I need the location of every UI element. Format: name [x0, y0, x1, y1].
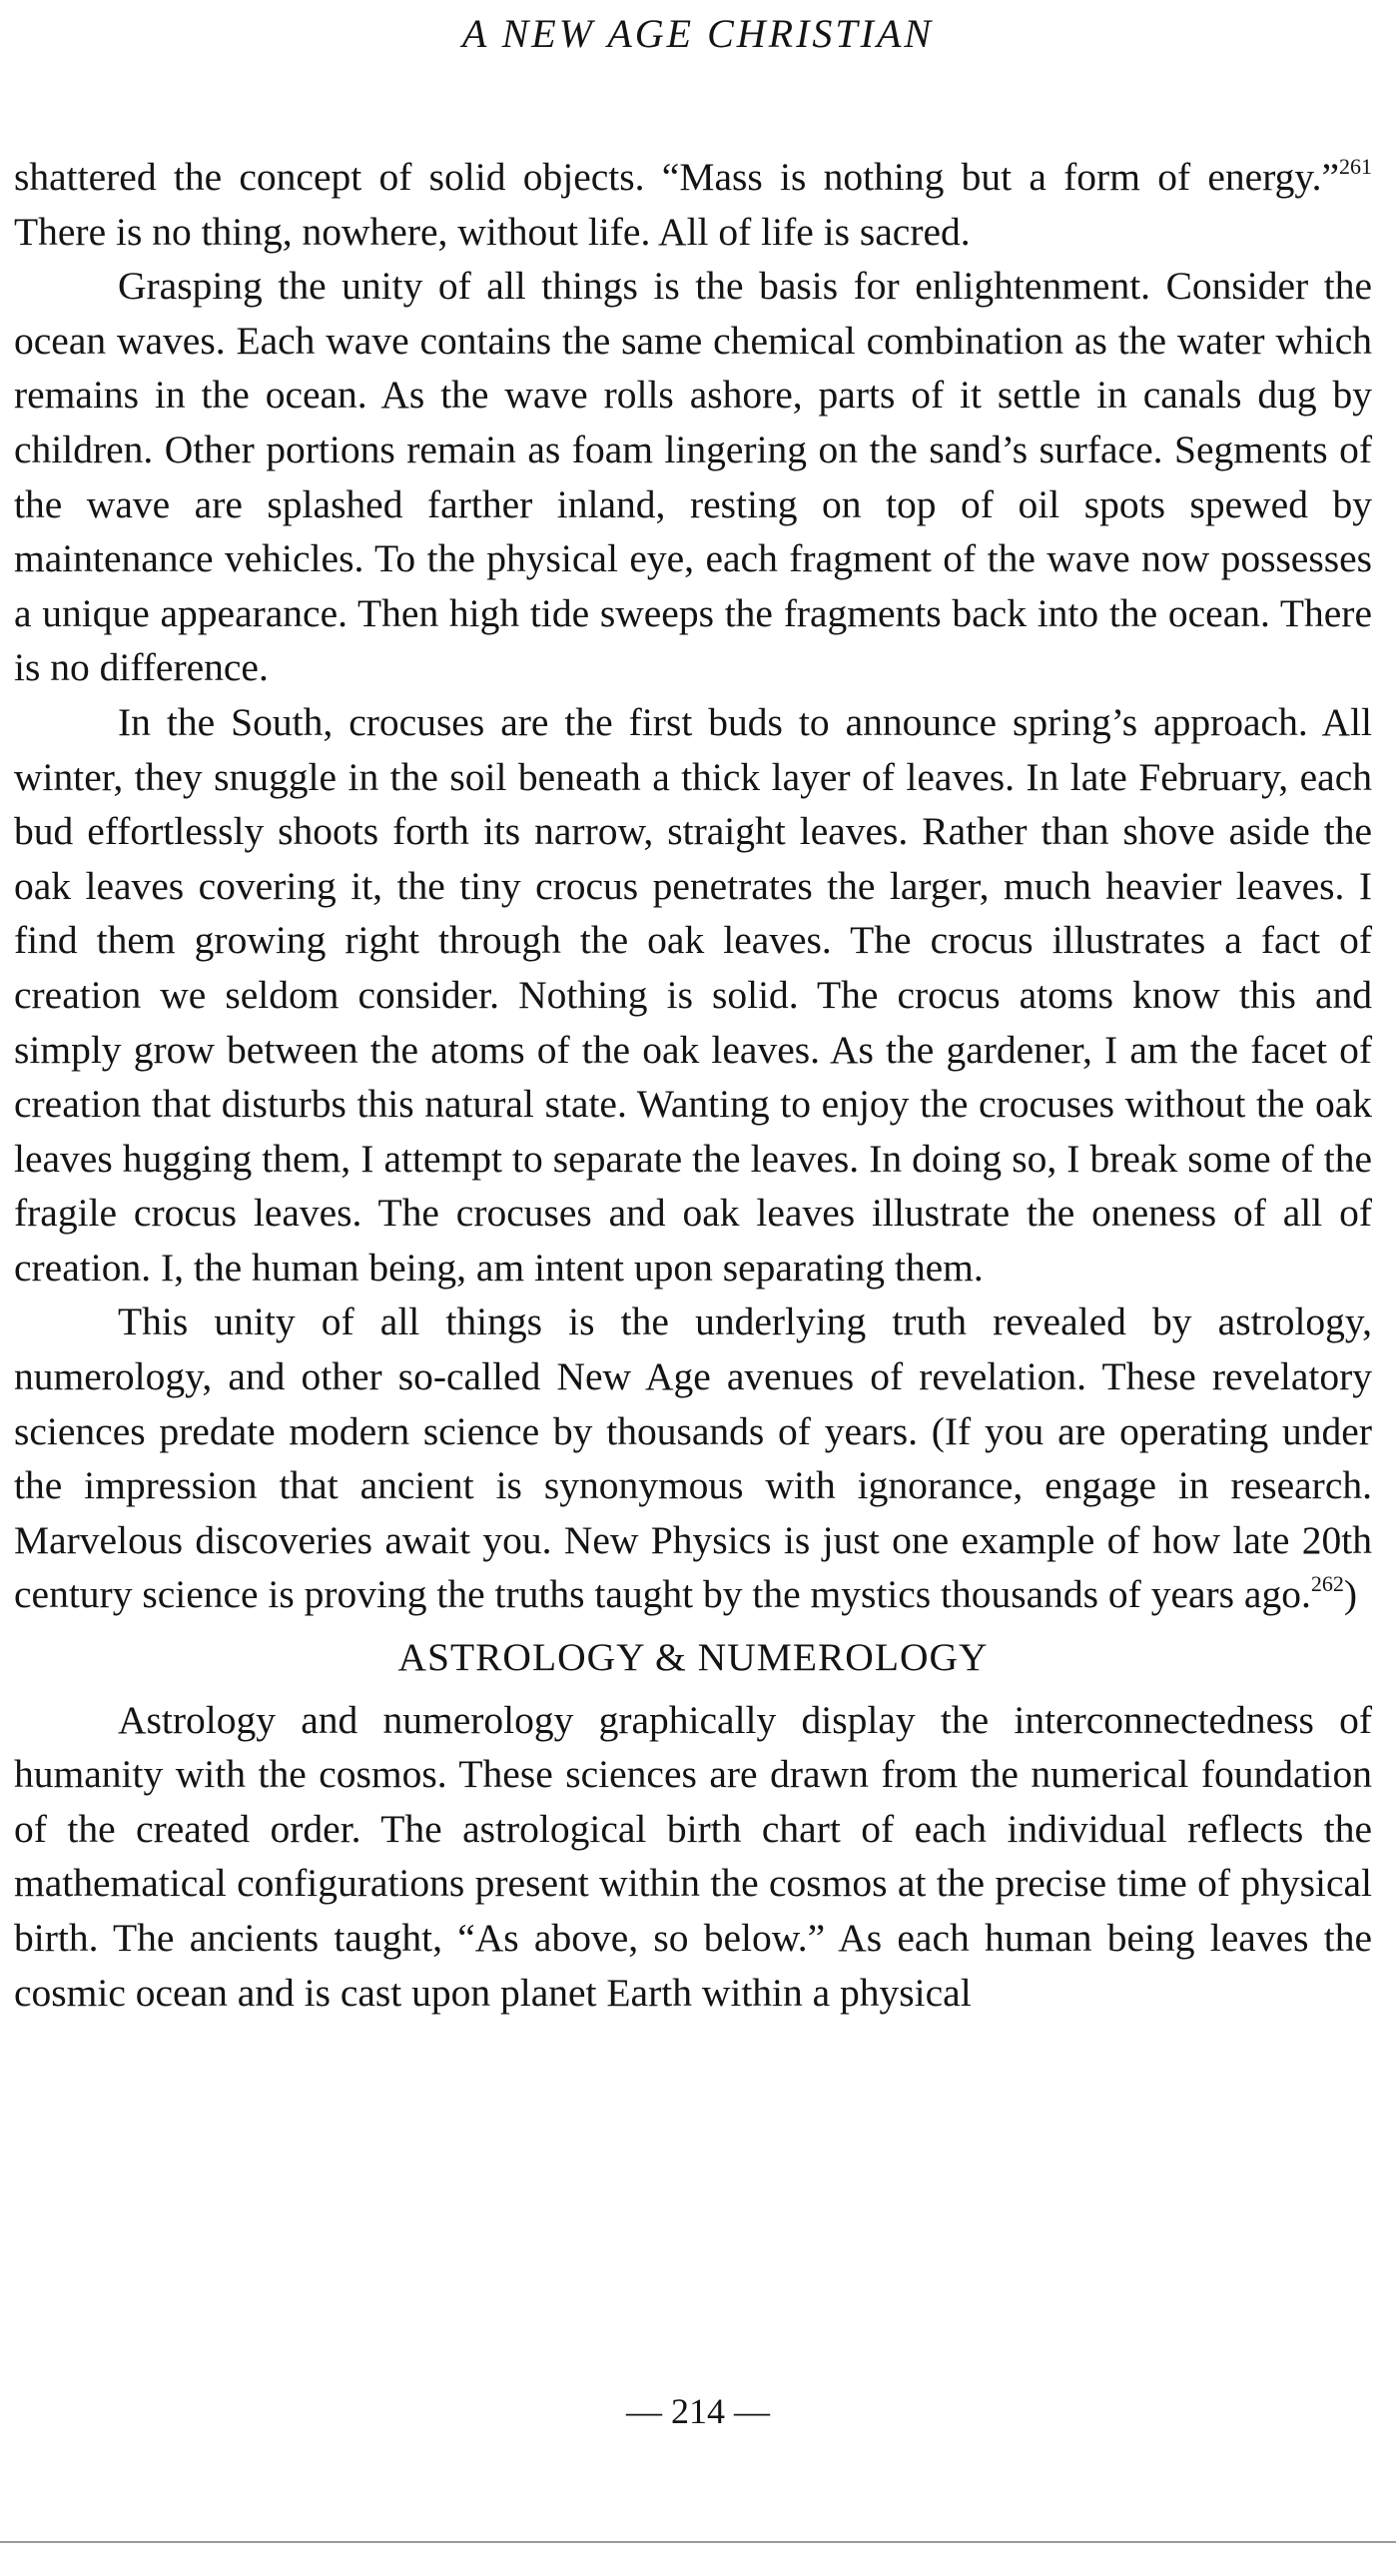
footnote-ref-261: 261: [1339, 154, 1372, 179]
footnote-ref-262: 262: [1310, 1571, 1344, 1597]
paragraph-4: [14, 1294, 1372, 1622]
paragraph-4-text-b: ): [1343, 1572, 1357, 1617]
section-heading: ASTROLOGY & NUMEROLOGY: [397, 1635, 989, 1680]
page-number: — 214 —: [626, 2391, 770, 2431]
paragraph-4-text-a: This unity of all things is the underlying truth revealed by astrology, numerology, and other so-called New Age avenues of revelation. These revelatory sciences predate modern science by thousands of years. (If you are operating under the impression that ancient is synonymous with ignorance, engage in research. Marvelous discoveries await you. New Physics is just one example of how late 20th century science is proving the truths taught by the mystics thousands of years ago.: [14, 1299, 1372, 1617]
paragraph-5: Astrology and numerology graphically display the interconnectedness of humanity with the cosmos. These sciences are drawn from the numerical foundation of the created order. The astrological birth chart of each individual reflects the mathematical configurations present within the cosmos at the precise time of physical birth. The ancients taught, “As above, so below.” As each human being leaves the cosmic ocean and is cast upon planet Earth within a physical: [14, 1697, 1372, 2015]
paragraph-1-text-a: shattered the concept of solid objects. “Mass is nothing but a form of energy.”: [14, 155, 1339, 199]
paragraph-2: Grasping the unity of all things is the basis for enlightenment. Consider the ocean waves. Each wave contains the same chemical combination as the water which remains in the ocean. As the wave rolls ashore, parts of it settle in canals dug by children. Other portions remain as foam lingering on the sand’s surface. Segments of the wave are splashed farther inland, resting on top of oil spots spewed by maintenance vehicles. To the physical eye, each fragment of the wave now possesses a unique appearance. Then high tide sweeps the fragments back into the ocean. There is no difference.: [14, 264, 1372, 690]
bottom-rule: [0, 2541, 1396, 2543]
paragraph-1: [14, 150, 1372, 259]
paragraph-1-text-b: There is no thing, nowhere, without life. All of life is sacred.: [14, 209, 971, 254]
paragraph-3: In the South, crocuses are the first buds to announce spring’s approach. All winter, they snuggle in the soil beneath a thick layer of leaves. In late February, each bud effortlessly shoots forth its narrow, straight leaves. Rather than shove aside the oak leaves covering it, the tiny crocus penetrates the larger, much heavier leaves. I find them growing right through the oak leaves. The crocus illustrates a fact of creation we seldom consider. Nothing is solid. The crocus atoms know this and simply grow between the atoms of the oak leaves. As the gardener, I am the facet of creation that disturbs this natural state. Wanting to enjoy the crocuses without the oak leaves hugging them, I attempt to separate the leaves. In doing so, I break some of the fragile crocus leaves. The crocuses and oak leaves illustrate the oneness of all of creation. I, the human being, am intent upon separating them.: [14, 699, 1372, 1289]
body-text: [14, 150, 1372, 2020]
running-head: A NEW AGE CHRISTIAN: [461, 11, 935, 56]
